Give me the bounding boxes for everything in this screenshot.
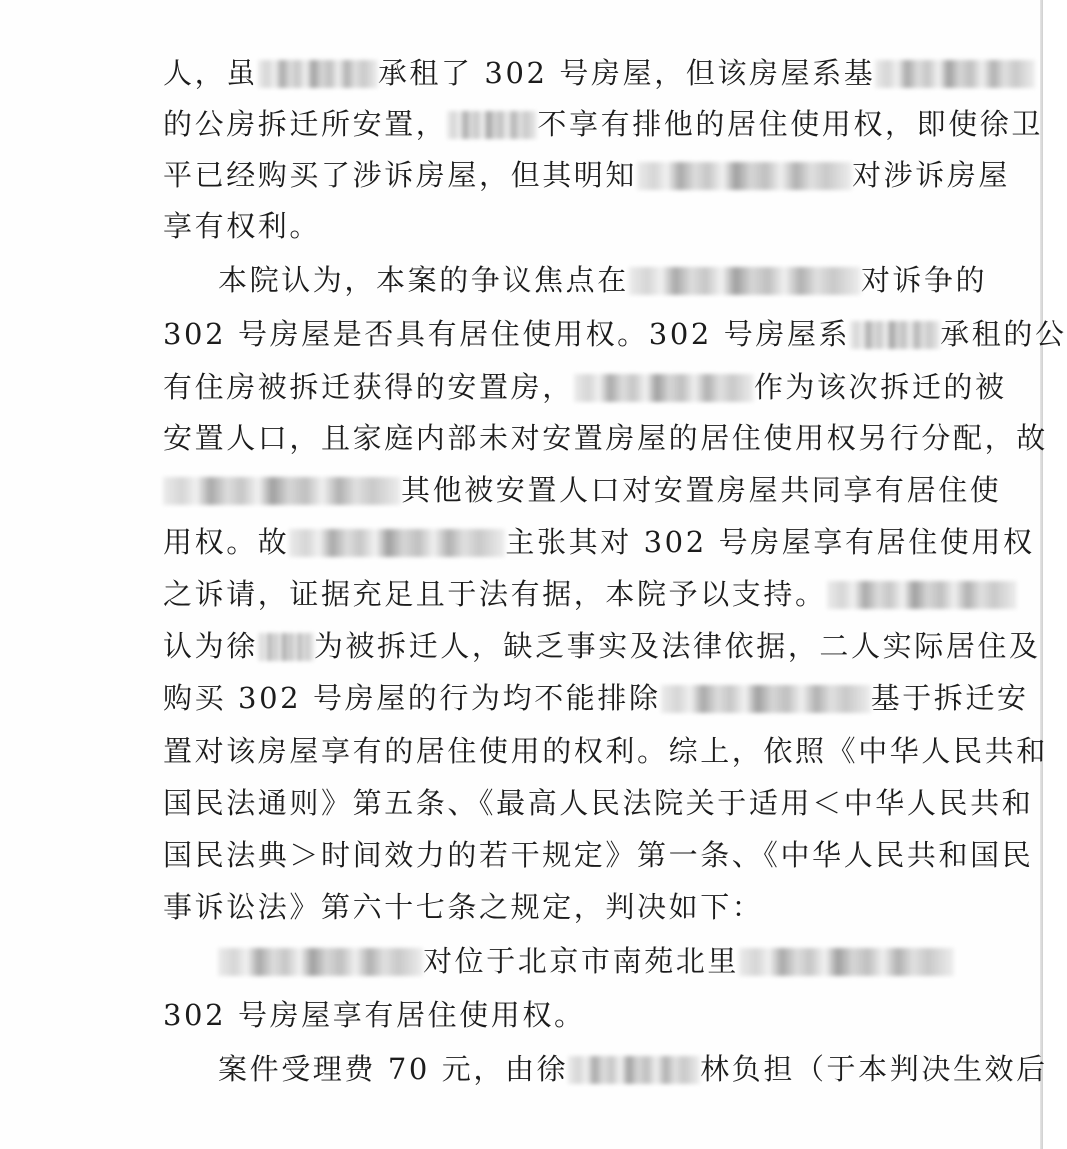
redaction-block <box>827 581 1017 609</box>
line-text: 承租的公 <box>940 317 1067 351</box>
redaction-block <box>629 267 861 295</box>
line-text: 有住房被拆迁获得的安置房， <box>163 370 574 404</box>
line-text: 用权。故 <box>163 525 290 559</box>
line-text: 购买 302 号房屋的行为均不能排除 <box>163 681 661 715</box>
text-line-12 <box>163 626 1041 666</box>
line-text: 为被拆迁人，缺乏事实及法律依据，二人实际居住及 <box>313 629 1041 663</box>
redaction-block <box>568 1056 700 1084</box>
text-line-10 <box>163 522 1035 562</box>
text-line-19 <box>163 995 586 1035</box>
redaction-block <box>875 60 1035 88</box>
redaction-block <box>661 685 871 713</box>
line-text: 国民法通则》第五条、《最高人民法院关于适用＜中华人民共和 <box>163 786 1034 820</box>
text-line-16 <box>163 835 1033 875</box>
line-text: 安置人口，且家庭内部未对安置房屋的居住使用权另行分配，故 <box>163 421 1048 455</box>
redaction-block <box>258 633 314 661</box>
line-text: 享有权利。 <box>163 209 322 243</box>
line-text: 案件受理费 70 元，由徐 <box>218 1052 569 1086</box>
text-line-1 <box>163 53 1035 93</box>
line-text: 对涉诉房屋 <box>852 158 1011 192</box>
line-text: 302 号房屋享有居住使用权。 <box>163 998 586 1032</box>
text-line-6 <box>163 314 1067 354</box>
redaction-block <box>258 60 378 88</box>
text-line-18 <box>218 941 954 981</box>
text-line-20 <box>218 1049 1048 1089</box>
line-text: 不享有排他的居住使用权，即使徐卫 <box>537 107 1044 141</box>
line-text: 302 号房屋是否具有居住使用权。302 号房屋系 <box>163 317 851 351</box>
redaction-block <box>739 948 954 976</box>
line-text: 人，虽 <box>163 56 258 90</box>
redaction-block <box>574 374 754 402</box>
line-text: 其他被安置人口对安置房屋共同享有居住使 <box>401 473 1002 507</box>
line-text: 承租了 302 号房屋，但该房屋系基 <box>377 56 876 90</box>
line-text: 主张其对 302 号房屋享有居住使用权 <box>505 525 1035 559</box>
page-edge <box>1040 0 1043 1149</box>
text-line-9 <box>163 470 1001 510</box>
text-line-13 <box>163 678 1029 718</box>
line-text: 林负担（于本判决生效后 <box>700 1052 1048 1086</box>
line-text: 事诉讼法》第六十七条之规定，判决如下： <box>163 890 764 924</box>
line-text: 认为徐 <box>163 629 258 663</box>
redaction-block <box>850 321 940 349</box>
text-line-17 <box>163 887 763 927</box>
line-text: 作为该次拆迁的被 <box>753 370 1007 404</box>
redaction-block <box>218 948 423 976</box>
redaction-block <box>637 162 852 190</box>
line-text: 本院认为，本案的争议焦点在 <box>218 263 629 297</box>
text-line-14 <box>163 731 1048 771</box>
redaction-block <box>163 477 401 505</box>
line-text: 基于拆迁安 <box>870 681 1029 715</box>
line-text: 置对该房屋享有的居住使用的权利。综上，依照《中华人民共和 <box>163 734 1048 768</box>
text-line-8 <box>163 418 1048 458</box>
redaction-block <box>289 529 505 557</box>
line-text: 对诉争的 <box>860 263 988 297</box>
text-line-5 <box>218 260 987 300</box>
line-text: 对位于北京市南苑北里 <box>423 944 740 978</box>
line-text: 的公房拆迁所安置， <box>163 107 448 141</box>
text-line-2 <box>163 104 1043 144</box>
text-line-11 <box>163 574 1017 614</box>
line-text: 国民法典＞时间效力的若干规定》第一条、《中华人民共和国民 <box>163 838 1034 872</box>
line-text: 平已经购买了涉诉房屋，但其明知 <box>163 158 638 192</box>
text-line-7 <box>163 367 1007 407</box>
text-line-3 <box>163 155 1010 195</box>
text-line-15 <box>163 783 1033 823</box>
text-line-4 <box>163 206 321 246</box>
line-text: 之诉请，证据充足且于法有据，本院予以支持。 <box>163 577 827 611</box>
redaction-block <box>447 111 537 139</box>
